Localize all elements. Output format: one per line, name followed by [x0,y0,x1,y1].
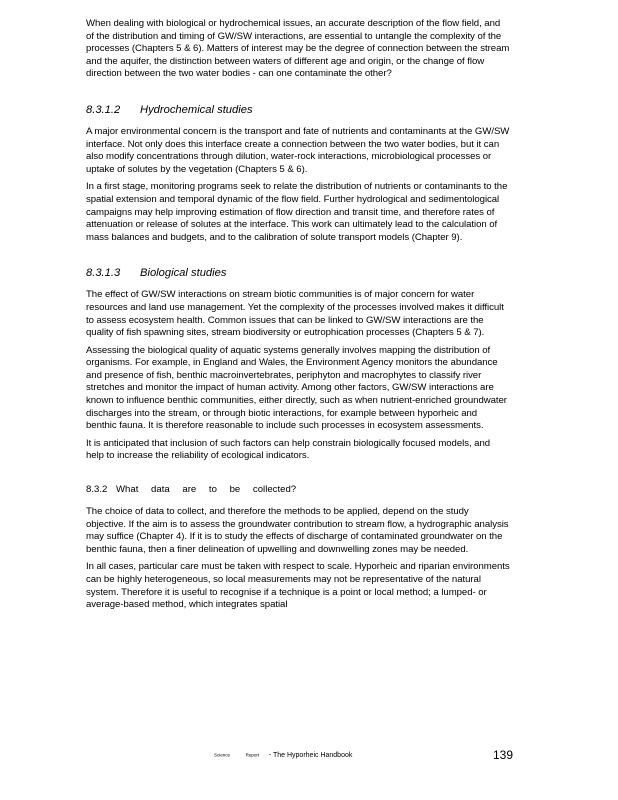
paragraph-hydro-1: A major environmental concern is the transport and fate of nutrients and contaminants at the GW/SW interface. Not only does this interface create a connection between the two water bodies, but it can also modify concentrations through dilution, water-rock interactions, microbiological processes or uptake of solutes by the vegetation (Chapters 5 & 6). [86,125,510,175]
footer-report-type: Science [214,752,231,758]
section-number: 8.3.1.3 [86,267,121,280]
section-number: 8.3.1.2 [86,103,121,116]
section-heading-hydrochemical [86,103,510,117]
section-title: What data are to be collected? [116,484,297,496]
footer-report-word: Report [245,752,260,758]
section-title: Biological studies [140,267,227,280]
page-number: 139 [493,748,514,762]
document-page [86,18,510,617]
paragraph-bio-3: It is anticipated that inclusion of such factors can help constrain biologically focused models, and help to increase the reliability of ecological indicators. [86,437,491,462]
section-heading-biological [86,266,510,280]
section-title: Hydrochemical studies [140,103,253,116]
footer-title: - The Hyporheic Handbook [268,752,353,759]
paragraph-bio-2: Assessing the biological quality of aquatic systems generally involves mapping the distribution of organisms. For example, in England and Wales, the Environment Agency monitors the abundance and presence of fish, benthic macroinvertebrates, periphyton and macrophytes to classify river stretches and monitor the impact of human activity. Among other factors, GW/SW interactions are known to influence benthic communities, either directly, such as when nutrient-enriched groundwater discharges into the stream, or through biotic interactions, for example between hyporheic and benthic fauna. It is therefore reasonable to include such processes in ecosystem assessments. [86,344,507,432]
paragraph-bio-1: The effect of GW/SW interactions on stream biotic communities is of major concern for water resources and land use management. Yet the complexity of the processes involved makes it difficult to assess ecosystem health. Common issues that can be linked to GW/SW interactions are the quality of fish spawning sites, stream biodiversity or eutrophication processes (Chapters 5 & 7). [86,289,504,339]
paragraph-hydro-2: In a first stage, monitoring programs seek to relate the distribution of nutrients or contaminants to the spatial extension and temporal dynamic of the flow field. Further hydrological and sedimentological campaigns may help improving estimation of flow direction and transit time, and therefore rates of attenuation or release of solutes at the interface. This work can ultimately lead to the calculation of mass balances and budgets, and to the calibration of solute transport models (Chapter 9). [86,181,508,243]
paragraph-intro: When dealing with biological or hydrochemical issues, an accurate description of the flow field, and of the distribution and timing of GW/SW interactions, are essential to untangle the complexity of the processes (Chapters 5 & 6). Matters of interest may be the degree of connection between the stream and the aquifer, the distinction between waters of different age and origin, or the change of flow direction between the two water bodies - can one contaminate the other? [86,18,510,80]
paragraph-data-2: In all cases, particular care must be taken with respect to scale. Hyporheic and riparian environments can be highly heterogeneous, so local measurements may not be representative of the natural system. Therefore it is useful to recognise if a technique is a point or local method; a lumped- or average-based method, which integrates spatial [86,561,510,611]
page-footer [0,748,618,764]
paragraph-data-1: The choice of data to collect, and therefore the methods to be applied, depend on the study objective. If the aim is to assess the groundwater contribution to stream flow, a hydrographic analysis may suffice (Chapter 4). If it is to study the effects of discharge of contaminated groundwater on the benthic fauna, then a finer delineation of upwelling and downwelling zones may be needed. [86,506,509,555]
footer-line [214,752,352,759]
section-heading-data [86,483,510,497]
section-number: 8.3.2 [86,484,108,496]
